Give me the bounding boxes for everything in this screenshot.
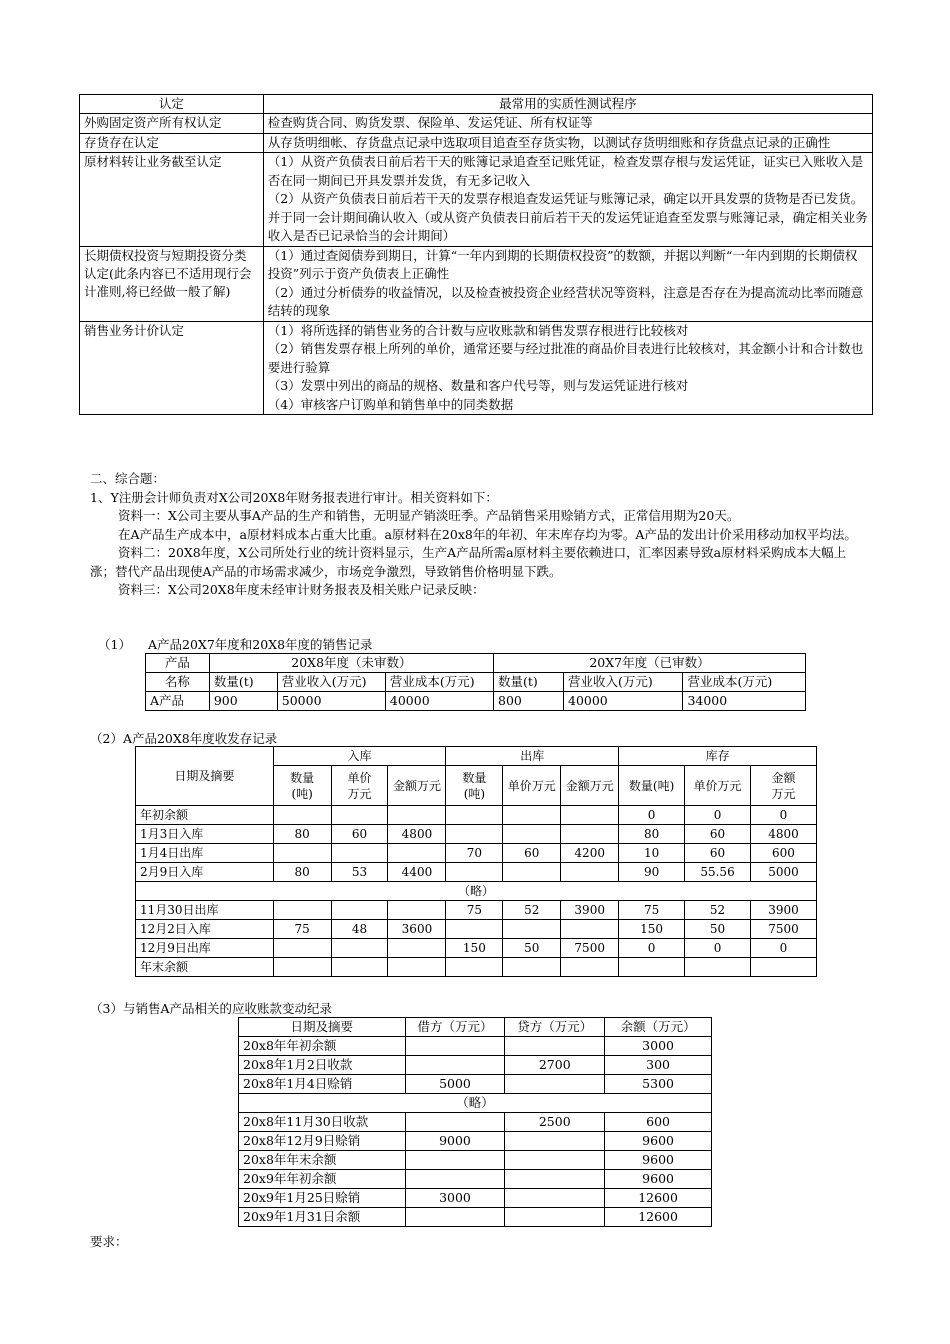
table-cell: 3600 <box>388 920 446 939</box>
product-name-header: 名称 <box>146 673 210 692</box>
table-cell: 40000 <box>564 692 683 711</box>
assertion-cell: 外购固定资产所有权认定 <box>80 114 264 134</box>
procedure-text: 从存货明细帐、存货盘点记录中选取项目追查至存货实物，以测试存货明细账和存货盘点记录的正确性 <box>267 134 831 150</box>
column-header: 认定 <box>80 95 264 114</box>
table-row <box>239 1132 712 1151</box>
table-cell: 5000 <box>405 1075 505 1094</box>
table-cell: 90 <box>619 863 685 882</box>
column-header: 贷方（万元） <box>505 1018 605 1037</box>
table-cell: 60 <box>685 825 751 844</box>
table-cell: 60 <box>331 825 388 844</box>
table-row <box>136 939 817 958</box>
row-label-cell: 20x8年11月30日收款 <box>239 1113 406 1132</box>
procedure-cell <box>263 133 872 153</box>
table-row <box>136 958 817 977</box>
table-cell: 4800 <box>750 825 816 844</box>
table-cell: 0 <box>619 939 685 958</box>
table-cell: 2500 <box>505 1113 605 1132</box>
table-cell <box>503 958 561 977</box>
row-label-cell: 20x8年年末余额 <box>239 1151 406 1170</box>
row-label-cell: 2月9日入库 <box>136 863 274 882</box>
table-cell: 75 <box>619 901 685 920</box>
inventory-table <box>135 746 817 977</box>
table-row <box>80 153 873 247</box>
ar-table <box>238 1017 712 1227</box>
qty-label: 数量 <box>290 770 315 785</box>
table-cell: 12600 <box>605 1208 712 1227</box>
table-row <box>239 1170 712 1189</box>
table-cell <box>331 844 388 863</box>
sales-table <box>145 653 806 711</box>
ar-table-caption: （3）与销售A产品相关的应收账款变动纪录 <box>90 1001 332 1016</box>
table-row <box>136 863 817 882</box>
qty-unit: (吨) <box>463 786 486 801</box>
row-label-cell: 年末余额 <box>136 958 274 977</box>
table-cell: 75 <box>273 920 331 939</box>
table-cell <box>561 806 619 825</box>
table-cell: 0 <box>750 806 816 825</box>
amount-header: 金额万元 <box>561 766 619 806</box>
procedure-text: （1）通过查阅债券到期日，计算“一年内到期的长期债权投资”的数额，并据以判断“一年内到期的长期债权投资”列示于资产负债表上正确性 <box>267 247 858 281</box>
table-row <box>136 920 817 939</box>
table-cell <box>405 1170 505 1189</box>
sales-table-number: （1） <box>98 637 131 652</box>
procedure-text: （2）从资产负债表日前后若干天的发票存根追查发运凭证与账簿记录，确定以开具发票的货物是否已发货。并于同一会计期间确认收入（或从资产负债表日前后若干天的发运凭证追查至发票与账簿记录，确定相关业务收入是否已记录恰当的会计期间） <box>267 191 868 243</box>
table-cell <box>503 863 561 882</box>
row-label-cell: 1月3日入库 <box>136 825 274 844</box>
ar-rows <box>239 1037 712 1094</box>
table-cell <box>446 806 503 825</box>
table-cell: 9600 <box>605 1170 712 1189</box>
row-label-cell: 20x8年12月9日赊销 <box>239 1132 406 1151</box>
table-cell <box>405 1037 505 1056</box>
table-cell: 300 <box>605 1056 712 1075</box>
table-row <box>239 1189 712 1208</box>
table-row <box>80 246 873 321</box>
table-cell <box>388 844 446 863</box>
table-cell: 900 <box>209 692 277 711</box>
ar-rows <box>239 1113 712 1227</box>
omitted-row: （略） <box>239 1094 712 1113</box>
table-row <box>146 692 806 711</box>
procedure-cell <box>263 321 872 415</box>
table-cell: 48 <box>331 920 388 939</box>
table-cell: 5000 <box>750 863 816 882</box>
table-row <box>136 806 817 825</box>
table-cell <box>273 958 331 977</box>
table-cell <box>446 958 503 977</box>
table-cell: 3900 <box>561 901 619 920</box>
year-header-20x7: 20X7年度（已审数） <box>494 654 806 673</box>
table-row <box>80 114 873 134</box>
table-cell: 50 <box>503 939 561 958</box>
table-cell <box>446 825 503 844</box>
table-cell: 55.56 <box>685 863 751 882</box>
table-cell: 10 <box>619 844 685 863</box>
material-1b: 在A产品生产成本中，a原材料成本占重大比重。a原材料在20x8年的年初、年末库存均为零。A产品的发出计价采用移动加权平均法。 <box>118 526 857 542</box>
table-cell <box>446 920 503 939</box>
table-cell <box>505 1037 605 1056</box>
procedure-cell <box>263 246 872 321</box>
sales-table-caption: A产品20X7年度和20X8年度的销售记录 <box>148 637 373 652</box>
table-cell <box>388 939 446 958</box>
table-cell <box>273 901 331 920</box>
column-header: 营业收入(万元) <box>564 673 683 692</box>
table-cell: 52 <box>503 901 561 920</box>
table-cell <box>505 1189 605 1208</box>
table-cell: 800 <box>494 692 564 711</box>
table-cell <box>331 901 388 920</box>
group-header-out: 出库 <box>446 747 619 766</box>
table-row <box>80 133 873 153</box>
assertion-cell: 长期债权投资与短期投资分类认定(此条内容已不适用现行会计准则,将已经做一般了解) <box>80 246 264 321</box>
column-header: 数量(t) <box>209 673 277 692</box>
procedure-text: （3）发票中列出的商品的规格、数量和客户代号等，则与发运凭证进行核对 <box>267 378 689 393</box>
table-cell <box>505 1132 605 1151</box>
table-cell: 600 <box>750 844 816 863</box>
table-cell: 53 <box>331 863 388 882</box>
qty-header <box>273 766 331 806</box>
table-cell <box>331 958 388 977</box>
date-header: 日期及摘要 <box>136 747 274 806</box>
table-row <box>80 321 873 415</box>
procedure-text: （4）审核客户订购单和销售单中的同类数据 <box>267 396 514 412</box>
qty-unit: (吨) <box>291 786 313 801</box>
table-cell <box>561 863 619 882</box>
row-label-cell: 20x8年1月2日收款 <box>239 1056 406 1075</box>
table-cell <box>503 806 561 825</box>
row-label-cell: 12月2日入库 <box>136 920 274 939</box>
procedure-text: （1）将所选择的销售业务的合计数与应收账款和销售发票存根进行比较核对 <box>267 322 689 338</box>
section-title: 二、综合题： <box>90 471 166 486</box>
table-cell <box>405 1208 505 1227</box>
inventory-rows <box>136 901 817 977</box>
price-header: 单价万元 <box>685 766 751 806</box>
table-cell <box>273 844 331 863</box>
price-header <box>331 766 388 806</box>
table-cell <box>331 939 388 958</box>
table-row <box>239 1113 712 1132</box>
table-cell: 80 <box>273 825 331 844</box>
price-header: 单价万元 <box>503 766 561 806</box>
section-text <box>90 470 865 600</box>
inventory-table-caption: （2）A产品20X8年度收发存记录 <box>90 731 278 746</box>
table-cell: 3000 <box>405 1189 505 1208</box>
procedure-cell <box>263 153 872 247</box>
price-unit: 万元 <box>347 786 372 801</box>
table-cell: 3000 <box>605 1037 712 1056</box>
table-cell: 0 <box>685 806 751 825</box>
table-cell: 80 <box>273 863 331 882</box>
table-cell: 600 <box>605 1113 712 1132</box>
table-cell: 4800 <box>388 825 446 844</box>
inventory-rows <box>136 806 817 882</box>
table-cell: 3900 <box>750 901 816 920</box>
table-cell <box>505 1075 605 1094</box>
audit-procedures-table <box>79 94 873 415</box>
table-cell: A产品 <box>146 692 210 711</box>
table-cell <box>331 806 388 825</box>
qty-label: 数量 <box>462 770 487 785</box>
table-cell: 0 <box>685 939 751 958</box>
table-cell: 4400 <box>388 863 446 882</box>
amount-header <box>750 766 816 806</box>
table-row <box>239 1037 712 1056</box>
table-cell <box>505 1151 605 1170</box>
row-label-cell: 20x8年1月4日赊销 <box>239 1075 406 1094</box>
procedure-cell <box>263 114 872 134</box>
row-label-cell: 20x9年年初余额 <box>239 1170 406 1189</box>
table-row <box>239 1208 712 1227</box>
table-cell: 80 <box>619 825 685 844</box>
omitted-row: （略） <box>136 882 817 901</box>
table-cell <box>750 958 816 977</box>
table-cell: 150 <box>446 939 503 958</box>
assertion-cell: 原材料转让业务截至认定 <box>80 153 264 247</box>
table-cell <box>503 920 561 939</box>
table-row <box>239 1075 712 1094</box>
row-label-cell: 11月30日出库 <box>136 901 274 920</box>
group-header-in: 入库 <box>273 747 446 766</box>
table-cell <box>685 958 751 977</box>
table-cell: 0 <box>750 939 816 958</box>
table-cell: 50000 <box>277 692 385 711</box>
table-cell <box>446 863 503 882</box>
table-cell <box>561 825 619 844</box>
table-cell: 75 <box>446 901 503 920</box>
amount-label: 金额 <box>771 770 796 785</box>
table-cell: 60 <box>685 844 751 863</box>
table-cell: 9600 <box>605 1132 712 1151</box>
table-cell: 2700 <box>505 1056 605 1075</box>
table-cell: 5300 <box>605 1075 712 1094</box>
column-header: 余额（万元） <box>605 1018 712 1037</box>
group-header-stock: 库存 <box>619 747 817 766</box>
column-header: 营业收入(万元) <box>277 673 385 692</box>
table-cell <box>503 825 561 844</box>
table-cell: 60 <box>503 844 561 863</box>
table-cell <box>561 958 619 977</box>
requirement-label: 要求： <box>90 1234 128 1249</box>
table-cell: 34000 <box>683 692 806 711</box>
procedure-text: 检查购货合同、购货发票、保险单、发运凭证、所有权证等 <box>267 115 593 130</box>
price-label: 单价 <box>347 770 372 785</box>
procedure-text: （1）从资产负债表日前后若干天的账簿记录追查至记账凭证，检查发票存根与发运凭证，证实已入账收入是否在同一期间已开具发票并发货，有无多记收入 <box>267 154 864 188</box>
table-header-row <box>80 95 873 114</box>
question-1: 1、Y注册会计师负责对X公司20X8年财务报表进行审计。相关资料如下： <box>90 489 498 505</box>
table-row <box>239 1151 712 1170</box>
row-label-cell: 20x9年1月31日余额 <box>239 1208 406 1227</box>
table-row <box>239 1056 712 1075</box>
table-cell: 40000 <box>385 692 493 711</box>
procedure-text: （2）销售发票存根上所列的单价，通常还要与经过批准的商品价目表进行比较核对，其金额小计和合计数也要进行验算 <box>267 341 864 375</box>
qty-header: 数量(吨) <box>619 766 685 806</box>
table-cell <box>619 958 685 977</box>
table-cell: 9600 <box>605 1151 712 1170</box>
amount-unit: 万元 <box>771 786 796 801</box>
assertion-cell: 销售业务计价认定 <box>80 321 264 415</box>
table-cell: 50 <box>685 920 751 939</box>
table-cell <box>273 806 331 825</box>
material-3: 资料三：X公司20X8年度未经审计财务报表及相关账户记录反映： <box>118 582 485 597</box>
table-cell <box>405 1056 505 1075</box>
table-cell: 9000 <box>405 1132 505 1151</box>
row-label-cell: 20x8年年初余额 <box>239 1037 406 1056</box>
table-cell: 150 <box>619 920 685 939</box>
table-cell <box>273 939 331 958</box>
table-cell <box>388 901 446 920</box>
table-row <box>136 825 817 844</box>
year-header-20x8: 20X8年度（未审数） <box>209 654 493 673</box>
column-header: 数量(t) <box>494 673 564 692</box>
table-cell <box>388 958 446 977</box>
row-label-cell: 20x9年1月25日赊销 <box>239 1189 406 1208</box>
row-label-cell: 年初余额 <box>136 806 274 825</box>
column-header: 营业成本(万元) <box>683 673 806 692</box>
row-label-cell: 1月4日出库 <box>136 844 274 863</box>
table-row <box>136 844 817 863</box>
product-name-header: 产品 <box>146 654 210 673</box>
assertion-cell: 存货存在认定 <box>80 133 264 153</box>
table-cell: 70 <box>446 844 503 863</box>
material-1a: 资料一：X公司主要从事A产品的生产和销售，无明显产销淡旺季。产品销售采用赊销方式，正常信用期为20天。 <box>118 508 740 523</box>
table-cell: 52 <box>685 901 751 920</box>
row-label-cell: 12月9日出库 <box>136 939 274 958</box>
table-cell <box>505 1208 605 1227</box>
column-header: 借方（万元） <box>405 1018 505 1037</box>
amount-header: 金额万元 <box>388 766 446 806</box>
table-cell: 0 <box>619 806 685 825</box>
material-2: 资料二：20X8年度，X公司所处行业的统计资料显示，生产A产品所需a原材料主要依赖进口，汇率因素导致a原材料采购成本大幅上涨；替代产品出现使A产品的市场需求减少，市场竞争激烈，导致销售价格明显下跌。 <box>90 545 847 579</box>
table-cell <box>405 1151 505 1170</box>
table-cell: 7500 <box>750 920 816 939</box>
table-cell: 12600 <box>605 1189 712 1208</box>
table-cell <box>561 920 619 939</box>
qty-header <box>446 766 503 806</box>
column-header: 营业成本(万元) <box>385 673 493 692</box>
table-cell: 7500 <box>561 939 619 958</box>
column-header: 日期及摘要 <box>239 1018 406 1037</box>
table-row <box>136 901 817 920</box>
table-cell <box>405 1113 505 1132</box>
table-cell <box>505 1170 605 1189</box>
table-cell: 4200 <box>561 844 619 863</box>
table-cell <box>388 806 446 825</box>
procedure-text: （2）通过分析债券的收益情况，以及检查被投资企业经营状况等资料，注意是否存在为提高流动比率而随意结转的现象 <box>267 284 864 318</box>
column-header: 最常用的实质性测试程序 <box>263 95 872 114</box>
